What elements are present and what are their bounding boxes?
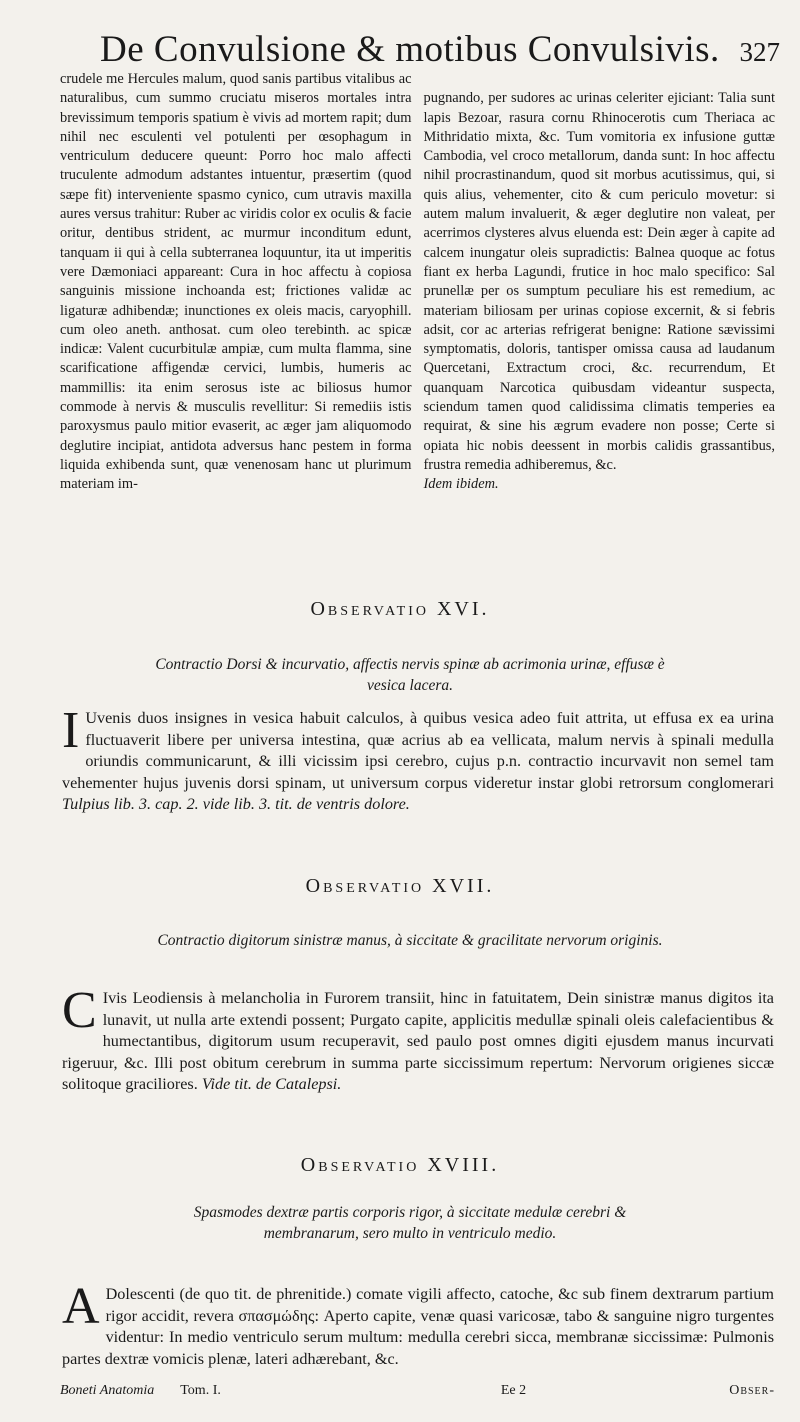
page-header [100,28,780,71]
observation-16-body [62,702,774,816]
observation-18-body [62,1278,774,1370]
footer-catchword: Obser- [729,1383,775,1398]
right-column-citation: Idem ibidem. [423,476,499,493]
observation-16-subtitle: Contractio Dorsi & incurvatio, affectis nervis spinæ ab acrimonia urinæ, effusæ è vesica lacera. [155,656,665,694]
observation-16-text: Uvenis duos insignes in vesica habuit calculos, à quibus vesica adeo fuit attrita, ut effusa ex ea urina fluctuaverit libere per universa intestina, quæ acrius ab ea vellicata, malum nervis à spinali medulla oriundis communicarunt, & illi vicissim ipsi cerebro, cujus p.n. contractio incurvavit non semel tam vehementer hujus juvenis dorsi spinam, ut universum corpus videretur instar globi retrorsum conglomerari [62,709,774,792]
page-number: 327 [739,37,780,67]
running-title: De Convulsione & motibus Convulsivis. [100,29,720,70]
footer-volume: Tom. I. [180,1383,221,1398]
observation-18-subtitle: Spasmodes dextræ partis corporis rigor, à siccitate medulæ cerebri & membranarum, sero multo in ventriculo medio. [193,1204,627,1242]
two-column-text [60,70,775,560]
observation-18-dropcap: A [62,1278,100,1335]
left-column: crudele me Hercules malum, quod sanis partibus vitalibus ac naturalibus, cum summo cruciatu miseros mortales intra brevissimum temporis spatium è vivis ad mortem rapit; dum nihil nec esculenti vel potulenti per œsophagum in ventriculum deducere queunt: Porro hoc malo affecti truculente admodum adstantes intuentur, præsertim (quod sæpe fit) interveniente spasmo cynico, cum utravis maxilla aures versus trahitur: Ruber ac viridis color ex oculis & facie oritur, dentibus strident, ac murmur inconditum edunt, tanquam ii qui à cella subterranea loquuntur, ita ut imperitis vere Dæmoniaci appareant: Cura in hoc affectu à copiosa sanguinis missione inchoanda est; frictiones validæ ac ligaturæ adhibendæ; inunctiones ex oleis macis, caryophill. cum oleo aneth. anthosat. cum oleo terebinth. ac spicæ indicæ: Valent cucurbitulæ ampiæ, cum multa flamma, sine scarificatione affigendæ cervici, lumbis, humeris ac mammillis: ita enim serosus iste ac biliosus humor commode à nervis & musculis revellitur: Si remediis istis paroxysmus paulo mitior evaserit, ac æger jam aliquomodo deglutire incipiat, antidota adversus hanc pestem in forma liquida exhibenda sunt, quæ venenosam hanc ut plurimum materiam im- [60,71,412,493]
footer-signature: Boneti Anatomia [60,1383,155,1398]
observation-18-title: Observatio XVIII. [300,1154,500,1176]
observation-17-dropcap: C [62,982,97,1039]
observation-17-body [62,982,774,1096]
observation-16-title: Observatio XVI. [310,598,490,620]
right-column-text: pugnando, per sudores ac urinas celeriter ejiciant: Talia sunt lapis Bezoar, rasura cornu Rhinocerotis cum Theriaca ac Mithridatio mixta, &c. Tum vomitoria ex infusione guttæ Cambodia, vel croco metallorum, danda sunt: In hoc affectu nihil procrastinandum, quod sit morbus acutissimus, qui, si quis alius, vehementer, cito & cum periculo movetur: si autem malum invaluerit, & æger deglutire non valeat, per acerrimos clysteres alvus eluenda est: Dein æger à capite ad calcem inungatur oleis supradictis: Balnea quoque ac fotus fiant ex herba Lagundi, frutice in hoc malo specifico: Sal prunellæ per os sumptum peculiare his est remedium, ac materiam biliosam per urinas copiose excernit, & si febris adsit, cor ac arterias refrigerat benigne: Ratione sævissimi symptomatis, doloris, tantisper omissa causa ad laudanum Quercetani, Extractum croci, &c. recurrendum, Et quanquam Narcotica quibusdam videantur suspecta, sciendum tamen quod calidissima climatis temperies ea requirat, & sine his ægrum evadere non posse; Certe si opiata hic nobis deessent in morbis calidis grassantibus, frustra remedia adhiberemus, &c. [423,90,775,473]
observation-17-text: Ivis Leodiensis à melancholia in Furorem transiit, hinc in fatuitatem, Dein sinistræ manus digitos ita lunavit, ut nulla arte extendi possent; Purgato capite, applicitis medullæ spinali oleis calefacientibus & humectantibus, digitorum usum recuperavit, sed paulo post omnes digiti ejusdem manus incurvati rigeruur, &c. Illi post obitum cerebrum in summa parte siccissimum repertum: Nervorum origienes siccæ solitoque graciliores. [62,989,774,1094]
observation-16-dropcap: I [62,702,80,759]
page-footer [60,1383,775,1399]
observation-17-title: Observatio XVII. [305,875,495,897]
observation-18-text: Dolescenti (de quo tit. de phrenitide.) comate vigili affecto, catoche, &c sub finem dextrarum partium rigor accidit, revera σπασμώδης: Aperto capite, venæ quasi varicosæ, tabo & sanguine nigro turgentes videntur: In medio ventriculo serum multum: medulla cerebri sicca, membranæ siccissimæ: Pulmonis partes dextræ vomicis plenæ, lateri adhærebant, &c. [62,1285,774,1368]
observation-17-subtitle: Contractio digitorum sinistræ manus, à siccitate & gracilitate nervorum originis. [157,932,663,949]
observation-16-reference: Tulpius lib. 3. cap. 2. vide lib. 3. tit. de ventris dolore. [62,795,410,814]
observation-17-reference: Vide tit. de Catalepsi. [201,1075,342,1094]
right-column [424,70,776,560]
footer-sheet-mark: Ee 2 [500,1383,527,1398]
